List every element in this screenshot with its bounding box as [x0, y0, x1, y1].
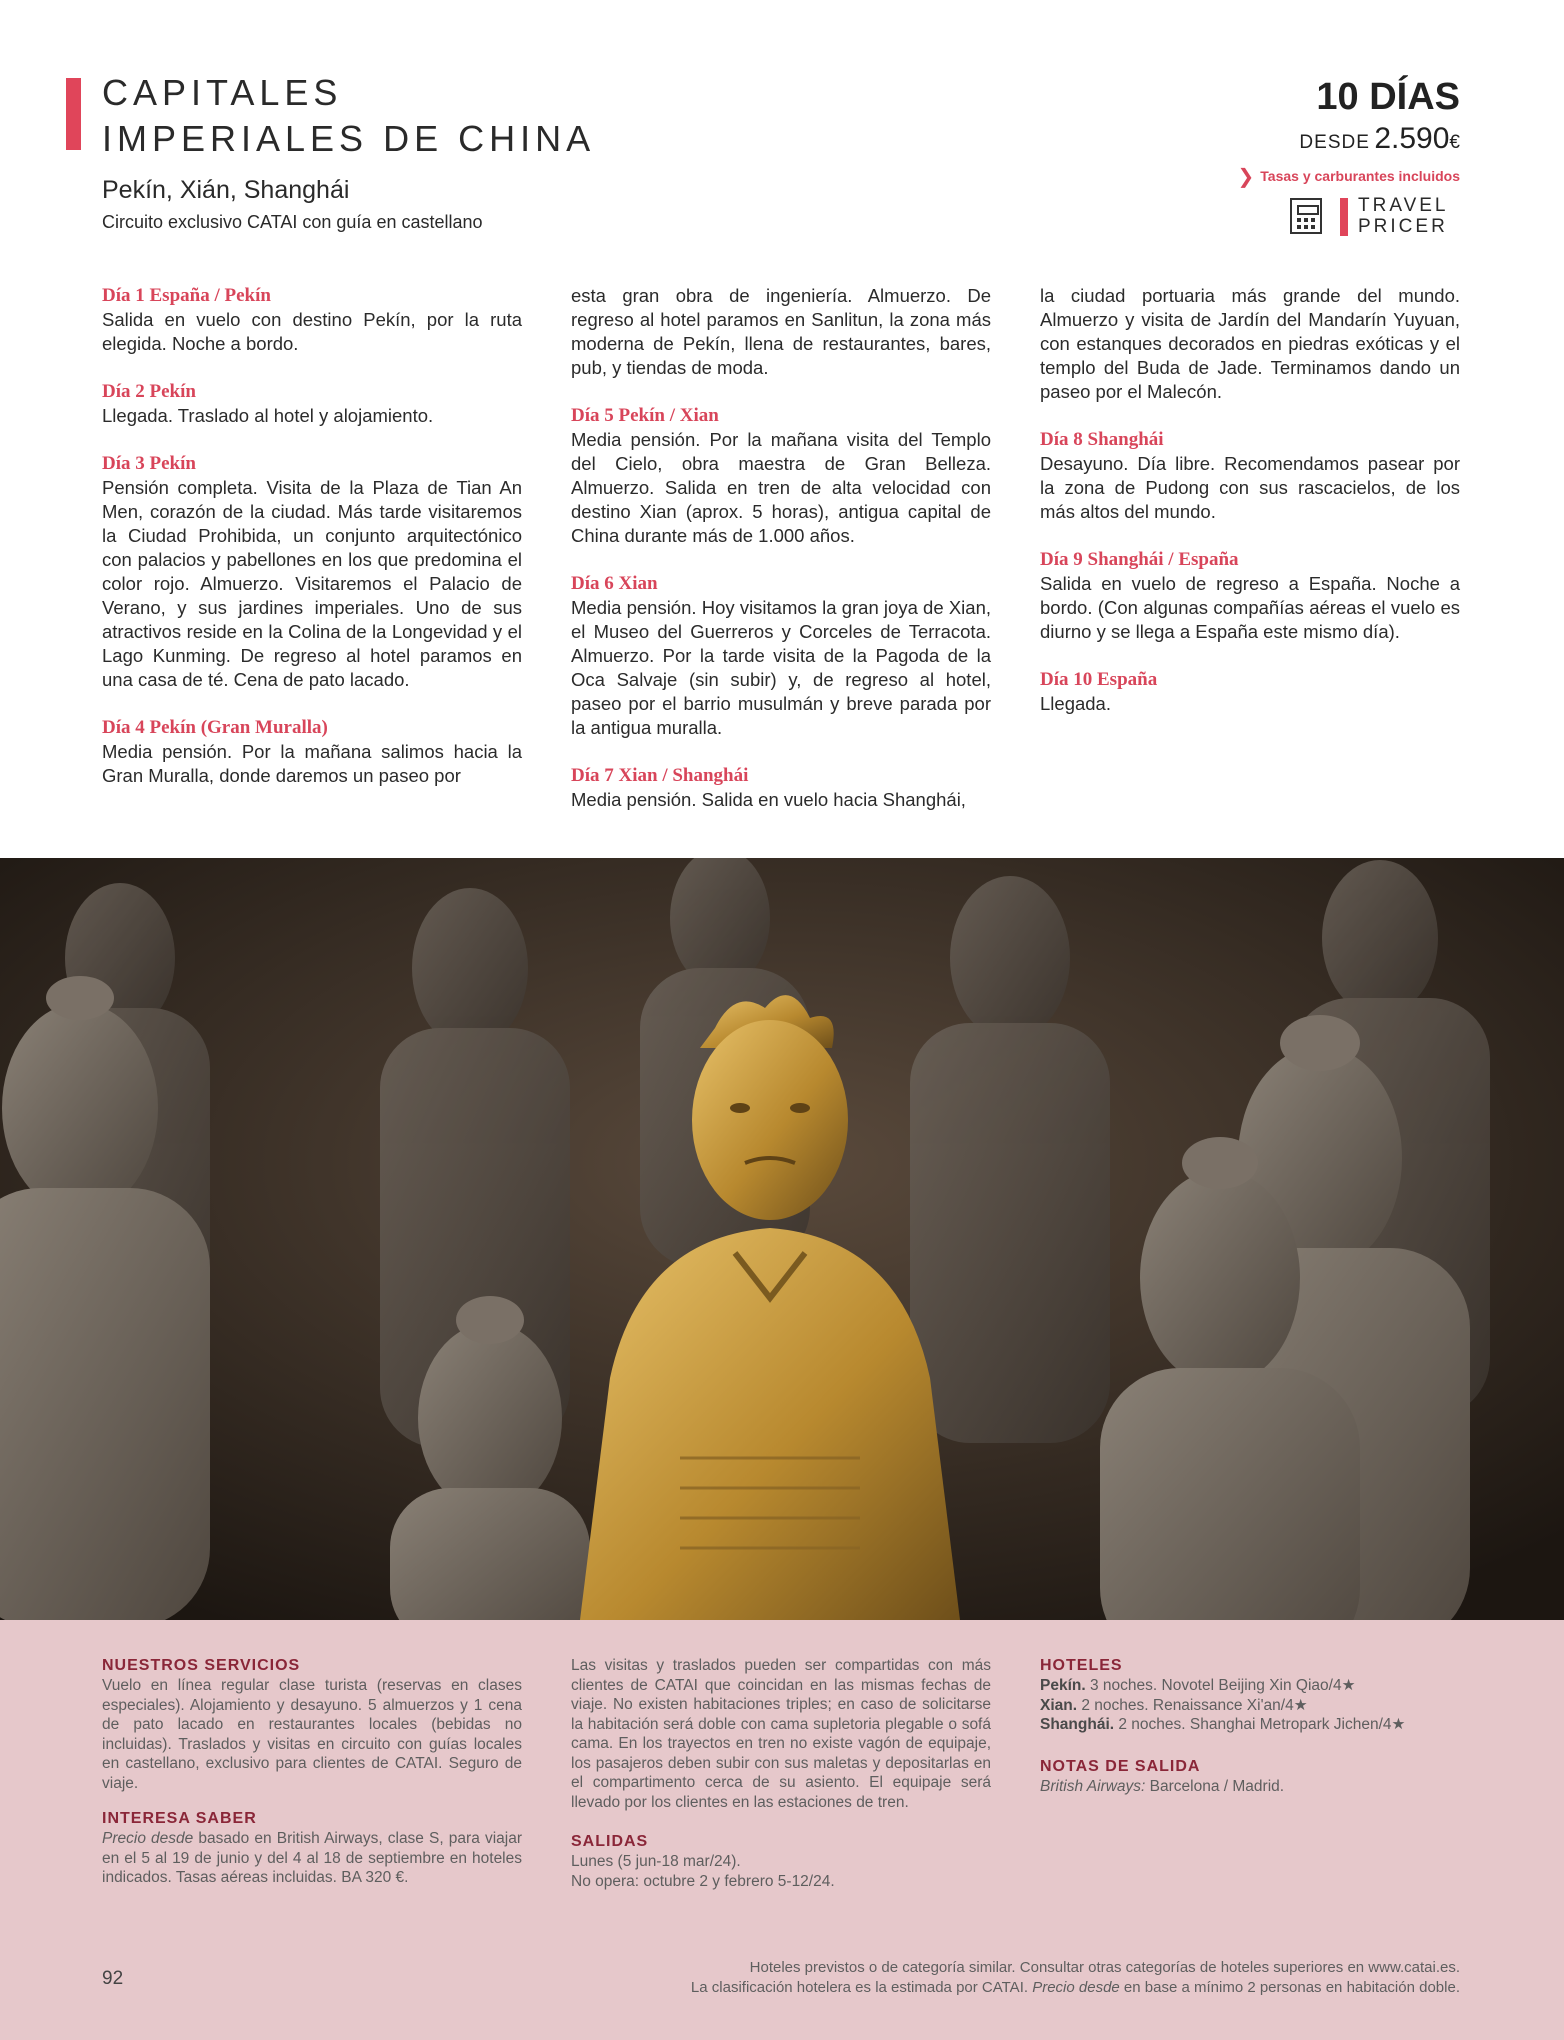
hotel-item: Xian. 2 noches. Renaissance Xi'an/4★ [1040, 1696, 1308, 1714]
footer-line-2: La clasificación hotelera es la estimada por CATAI. Precio desde en base a mínimo 2 personas en habitación doble. [690, 1979, 1460, 1996]
chevron-right-icon: ❯ [1237, 166, 1255, 188]
day-title: Día 3 Pekín [102, 453, 196, 474]
page-number: 92 [102, 1968, 124, 1989]
day-title: Día 4 Pekín (Gran Muralla) [102, 717, 328, 738]
day-title: Día 7 Xian / Shanghái [571, 765, 749, 786]
taxes-note [1238, 164, 1460, 189]
title-accent-bar [66, 78, 81, 150]
hotel-item: Shanghái. 2 noches. Shanghai Metropark Jichen/4★ [1040, 1716, 1406, 1733]
title-line-2: IMPERIALES DE CHINA [102, 118, 596, 159]
salidas-line-1: Lunes (5 jun-18 mar/24). [571, 1853, 741, 1870]
cities-subtitle: Pekín, Xián, Shanghái [102, 176, 350, 204]
itinerary-continuation [571, 284, 991, 380]
page-title [102, 70, 595, 162]
departures-section [1040, 1757, 1460, 1797]
day-text: Media pensión. Hoy visitamos la gran joya de Xian, el Museo del Guerreros y Corceles de Terracota. Almuerzo. Por la tarde visita de la Pagoda de la Oca Salvaje (sin subir) y, de regreso al hotel, paseo por el barrio musulmán y breve parada por la antigua muralla. [571, 597, 991, 738]
calculator-icon [1290, 198, 1322, 234]
day-title: Día 10 España [1040, 669, 1158, 690]
day-text: Media pensión. Por la mañana visita del Templo del Cielo, obra maestra de Gran Belleza. Almuerzo. Salida en tren de alta velocidad con destino Xian (aprox. 5 horas), antigua capital de China durante más de 1.000 años. [571, 429, 991, 546]
day-text-continuation: esta gran obra de ingeniería. Almuerzo. De regreso al hotel paramos en Sanlitun, la zona más moderna de Pekín, llena de restaurantes, bares, pub, y tiendas de moda. [571, 285, 991, 378]
day-title: Día 1 España / Pekín [102, 285, 271, 306]
duration-label: 10 DÍAS [1316, 76, 1460, 118]
price-prefix: DESDE [1299, 132, 1370, 153]
tour-tagline: Circuito exclusivo CATAI con guía en castellano [102, 212, 483, 232]
footer-line-1: Hoteles previstos o de categoría similar. Consultar otras categorías de hoteles superiores en www.catai.es. [749, 1959, 1460, 1976]
info-column-3 [1040, 1656, 1460, 1812]
day-text: Pensión completa. Visita de la Plaza de Tian An Men, corazón de la ciudad. Más tarde visitaremos la Ciudad Prohibida, un conjunto arquitectónico con palacios y pabellones en los que predomina el color rojo. Almuerzo. Visitaremos el Palacio de Verano, y sus jardines imperiales. Uno de sus atractivos reside en la Colina de la Longevidad y el Lago Kunming. De regreso al hotel paramos en una casa de té. Cena de pato lacado. [102, 477, 522, 690]
title-line-1: CAPITALES [102, 72, 343, 113]
day-text: Media pensión. Salida en vuelo hacia Shanghái, [571, 789, 966, 810]
itinerary-continuation [1040, 284, 1460, 404]
interesa-section [102, 1809, 522, 1888]
salidas-section [571, 1832, 991, 1891]
itinerary-day [102, 716, 522, 788]
day-text: Llegada. [1040, 693, 1111, 714]
travel-pricer-badge [1290, 194, 1460, 238]
itinerary-column-1 [102, 284, 522, 812]
notes-section [571, 1656, 991, 1812]
day-title: Día 9 Shanghái / España [1040, 549, 1239, 570]
itinerary-column-3 [1040, 284, 1460, 740]
itinerary-day [571, 764, 991, 812]
day-title: Día 5 Pekín / Xian [571, 405, 719, 426]
price-currency: € [1449, 132, 1460, 153]
departures-title: NOTAS DE SALIDA [1040, 1757, 1201, 1775]
day-title: Día 8 Shanghái [1040, 429, 1164, 450]
itinerary-day [571, 572, 991, 740]
notes-text: Las visitas y traslados pueden ser compartidas con más clientes de CATAI que coincidan en las mismas fechas de viaje. No existen habitaciones triples; en caso de solicitarse la habitación será doble con cama supletoria plegable o sofá cama. En los trayectos en tren no existe vagón de equipaje, los pasajeros deben subir con sus maletas y depositarlas en el compartimento cerca de su asiento. El equipaje será llevado por los clientes en las estaciones de tren. [571, 1657, 991, 1811]
salidas-title: SALIDAS [571, 1833, 649, 1850]
hotel-item: Pekín. 3 noches. Novotel Beijing Xin Qiao/4★ [1040, 1677, 1356, 1694]
day-text: Salida en vuelo de regreso a España. Noche a bordo. (Con algunas compañías aéreas el vuelo es diurno y se llega a España este mismo día). [1040, 573, 1460, 642]
info-column-1 [102, 1656, 522, 1904]
price-line [1299, 122, 1460, 156]
day-title: Día 2 Pekín [102, 381, 196, 402]
travel-pricer-accent [1340, 198, 1348, 236]
itinerary-day [102, 284, 522, 356]
itinerary-day [102, 452, 522, 692]
departures-text: British Airways: Barcelona / Madrid. [1040, 1777, 1285, 1795]
services-title: NUESTROS SERVICIOS [102, 1657, 301, 1674]
itinerary-column-2 [571, 284, 991, 836]
day-text: Desayuno. Día libre. Recomendamos pasear por la zona de Pudong con sus rascacielos, de los más altos del mundo. [1040, 453, 1460, 522]
taxes-note-text: Tasas y carburantes incluidos [1260, 168, 1460, 184]
day-text: Llegada. Traslado al hotel y alojamiento. [102, 405, 434, 426]
footer-note [691, 1958, 1460, 1998]
itinerary-day [1040, 548, 1460, 644]
salidas-line-2: No opera: octubre 2 y febrero 5-12/24. [571, 1872, 835, 1890]
itinerary-day [571, 404, 991, 548]
price-amount: 2.590 [1374, 122, 1450, 155]
info-column-2 [571, 1656, 991, 1907]
hotels-section [1040, 1656, 1460, 1735]
hotels-title: HOTELES [1040, 1657, 1123, 1674]
info-panel [0, 1620, 1564, 2040]
photo-illustration [0, 858, 1564, 1620]
interesa-title: INTERESA SABER [102, 1810, 257, 1827]
interesa-text: Precio desde basado en British Airways, clase S, para viajar en el 5 al 19 de junio y del 4 al 18 de septiembre en hoteles indicados. Tasas aéreas incluidas. BA 320 €. [102, 1830, 522, 1886]
day-text: Salida en vuelo con destino Pekín, por la ruta elegida. Noche a bordo. [102, 309, 522, 354]
day-text-continuation: la ciudad portuaria más grande del mundo. Almuerzo y visita de Jardín del Mandarín Yuyuan, con estanques decorados en piedras exóticas y el templo del Buda de Jade. Terminamos dando un paseo por el Malecón. [1040, 285, 1460, 402]
terracotta-warriors-photo [0, 858, 1564, 1620]
itinerary-day [1040, 428, 1460, 524]
services-section [102, 1656, 522, 1793]
services-text: Vuelo en línea regular clase turista (reservas en clases especiales). Alojamiento y desayuno. 5 almuerzos y 1 cena de pato lacado en restaurantes locales (bebidas no incluidas). Traslados y visitas en circuito con guías locales en castellano, exclusivo para clientes de CATAI. Seguro de viaje. [102, 1677, 522, 1792]
day-text: Media pensión. Por la mañana salimos hacia la Gran Muralla, donde daremos un paseo por [102, 741, 522, 786]
itinerary-day [102, 380, 522, 428]
itinerary-day [1040, 668, 1460, 716]
day-title: Día 6 Xian [571, 573, 658, 594]
travel-pricer-label: TRAVEL PRICER [1358, 195, 1449, 237]
